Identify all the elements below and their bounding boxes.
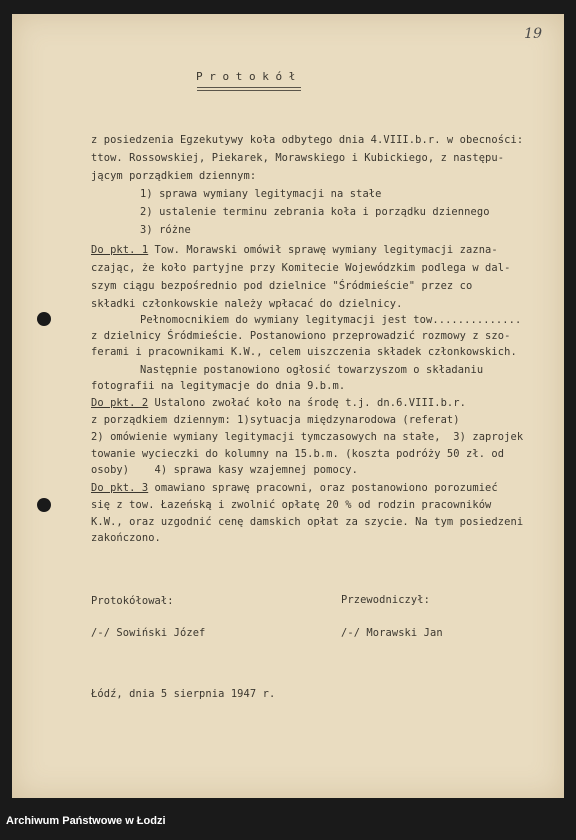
body-line: towanie wycieczki do kolumny na 15.b.m. (koszta podróży 50 zł. od xyxy=(91,448,505,460)
page-number: 19 xyxy=(524,26,542,42)
body-line: z dzielnicy Śródmieście. Postanowiono przeprowadzić rozmowy z szo- xyxy=(91,330,511,342)
body-line: Pełnomocnikiem do wymiany legitymacji jest tow.............. xyxy=(140,314,522,326)
body-line: osoby) 4) sprawa kasy wzajemnej pomocy. xyxy=(91,464,358,476)
point-heading: Do pkt. 2 xyxy=(91,397,149,409)
punch-hole xyxy=(37,312,51,326)
body-line: szym ciągu bezpośrednio pod dzielnice "Śródmieście" przez co xyxy=(91,280,473,292)
signature-right-name: /-/ Morawski Jan xyxy=(341,627,443,639)
title-underline xyxy=(197,87,301,91)
point-heading: Do pkt. 1 xyxy=(91,244,149,256)
body-line: 3) różne xyxy=(140,224,191,236)
punch-hole xyxy=(37,498,51,512)
archive-footer xyxy=(0,805,576,840)
body-line: Do pkt. 2 Ustalono zwołać koło na środę t.j. dn.6.VIII.b.r. xyxy=(91,397,466,409)
body-line: fotografii na legitymacje do dnia 9.b.m. xyxy=(91,380,346,392)
body-line: z posiedzenia Egzekutywy koła odbytego dnia 4.VIII.b.r. w obecności: xyxy=(91,134,524,146)
body-line: Do pkt. 3 omawiano sprawę pracowni, oraz postanowiono porozumieć xyxy=(91,482,498,494)
body-line: Do pkt. 1 Tow. Morawski omówił sprawę wymiany legitymacji zazna- xyxy=(91,244,498,256)
body-line: 2) omówienie wymiany legitymacji tymczasowych na stałe, 3) zaprojek xyxy=(91,431,524,443)
body-line: ferami i pracownikami K.W., celem uiszczenia składek członkowskich. xyxy=(91,346,517,358)
body-line: jącym porządkiem dziennym: xyxy=(91,170,257,182)
signature-right-label: Przewodniczył: xyxy=(341,594,430,606)
signature-left-label: Protokółował: xyxy=(91,595,174,607)
body-line: zakończono. xyxy=(91,532,161,544)
archive-label: Archiwum Państwowe w Łodzi xyxy=(6,815,166,827)
body-line: ttow. Rossowskiej, Piekarek, Morawskiego i Kubickiego, z następu- xyxy=(91,152,505,164)
body-line: czając, że koło partyjne przy Komitecie Wojewódzkim podlega w dal- xyxy=(91,262,511,274)
body-line: K.W., oraz uzgodnić cenę damskich opłat za szycie. Na tym posiedzeni xyxy=(91,516,524,528)
body-line: składki członkowskie należy wpłacać do dzielnicy. xyxy=(91,298,403,310)
body-line: się z tow. Łazeńską i zwolnić opłatę 20 % od rodzin pracowników xyxy=(91,499,492,511)
body-line: z porządkiem dziennym: 1)sytuacja międzynarodowa (referat) xyxy=(91,414,460,426)
body-line: 2) ustalenie terminu zebrania koła i porządku dziennego xyxy=(140,206,490,218)
signature-left-name: /-/ Sowiński Józef xyxy=(91,627,206,639)
place-date: Łódź, dnia 5 sierpnia 1947 r. xyxy=(91,688,276,700)
point-heading: Do pkt. 3 xyxy=(91,482,149,494)
body-line: 1) sprawa wymiany legitymacji na stałe xyxy=(140,188,382,200)
document-title: P r o t o k ó ł xyxy=(196,70,296,83)
body-line: Następnie postanowiono ogłosić towarzyszom o składaniu xyxy=(140,364,484,376)
